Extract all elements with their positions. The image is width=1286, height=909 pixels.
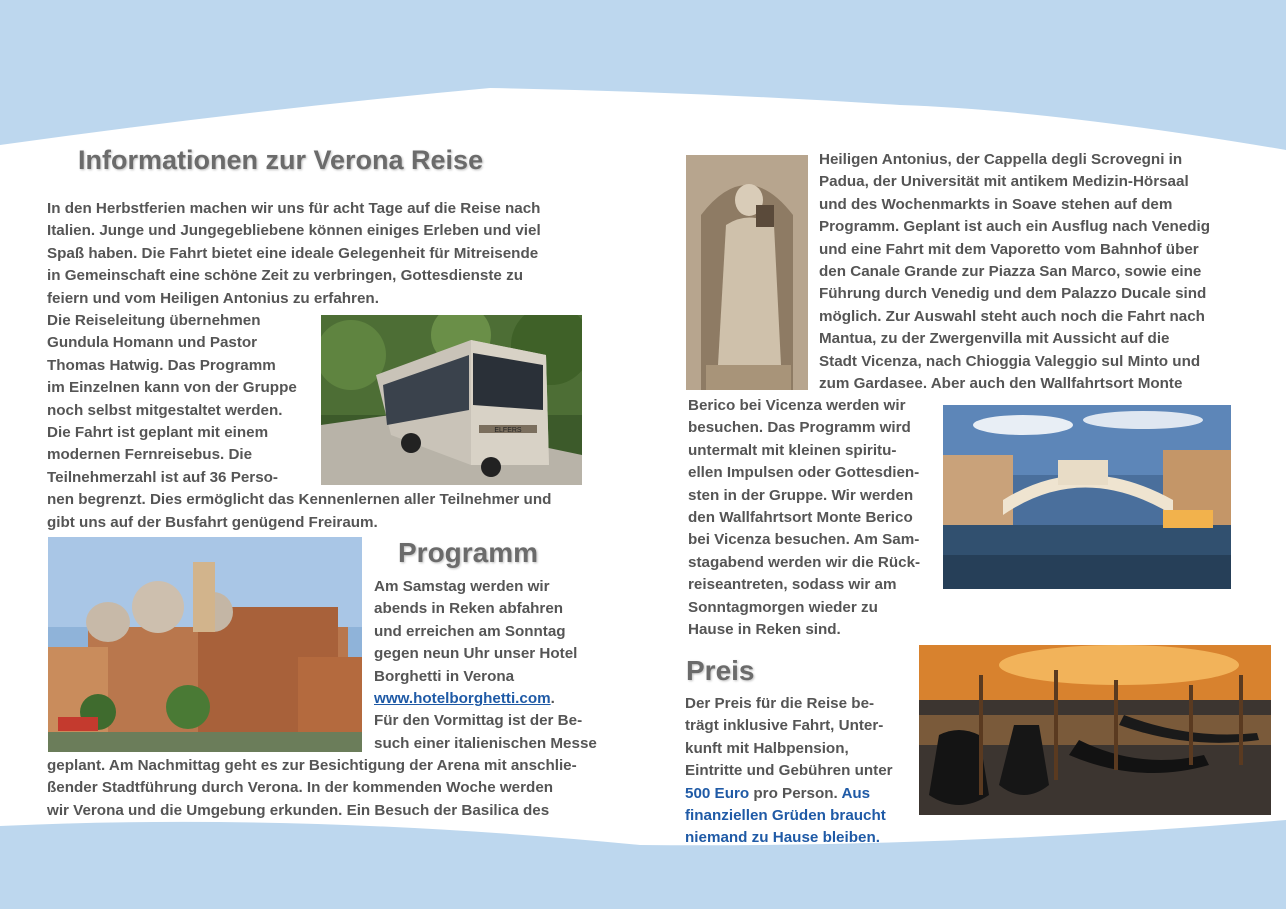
antonius-statue-photo (686, 155, 808, 390)
text-line: im Einzelnen kann von der Gruppe (47, 379, 297, 397)
text-line: ßender Stadtführung durch Verona. In der kommenden Woche werden (47, 779, 554, 797)
text-line: reiseantreten, sodass wir am (688, 576, 897, 594)
text-line: gibt uns auf der Busfahrt genügend Freiraum. (47, 513, 378, 531)
programm-heading: Programm (398, 537, 539, 568)
text-line: Die Reiseleitung übernehmen (47, 312, 261, 329)
text-line: Programm. Geplant ist auch ein Ausflug nach Venedig (819, 218, 1211, 236)
page-title: Informationen zur Verona Reise (78, 145, 484, 175)
price-line (685, 783, 893, 805)
text-line: bei Vicenza besuchen. Am Sam- (688, 531, 920, 549)
text-line: noch selbst mitgestaltet werden. (47, 401, 283, 419)
gondolas-photo (919, 645, 1271, 815)
text-line: stagabend werden wir die Rück- (688, 553, 921, 571)
text-line: möglich. Zur Auswahl steht auch noch die Fahrt nach (819, 307, 1205, 325)
text-line: zum Gardasee. Aber auch den Wallfahrtsort Monte (819, 375, 1183, 393)
text-line: Mantua, zu der Zwergenvilla mit Aussicht auf die (819, 330, 1170, 348)
text-line: den Wallfahrtsort Monte Berico (688, 509, 913, 527)
text-line: Der Preis für die Reise be- (685, 695, 875, 712)
text-line: Hause in Reken sind. (688, 621, 841, 639)
text-line: geplant. Am Nachmittag geht es zur Besichtigung der Arena mit anschlie- (47, 757, 577, 774)
price-suffix: pro Person. (749, 784, 842, 802)
text-line: In den Herbstferien machen wir uns für acht Tage auf die Reise nach (47, 200, 541, 217)
price-amount: 500 Euro (685, 784, 750, 802)
text-line: Borghetti in Verona (374, 667, 515, 685)
intro-paragraph (47, 198, 541, 310)
text-line: besuchen. Das Programm wird (688, 419, 911, 437)
price-note: finanziellen Grüden braucht (685, 807, 886, 825)
right-top-paragraph (819, 149, 1210, 395)
text-line: und erreichen am Sonntag (374, 622, 566, 640)
text-line: ellen Impulsen oder Gottesdien- (688, 464, 920, 482)
programm-continued (47, 755, 577, 822)
basilica-photo (48, 537, 362, 752)
text-line: Für den Vormittag ist der Be- (374, 712, 583, 730)
text-line: Führung durch Venedig und dem Palazzo Ducale sind (819, 285, 1207, 303)
text-line: kunft mit Halbpension, (685, 739, 849, 757)
text-line: Heiligen Antonius, der Cappella degli Scrovegni in (819, 151, 1183, 168)
text-line: Teilnehmerzahl ist auf 36 Perso- (47, 468, 278, 486)
bus-photo (321, 315, 582, 485)
price-note: niemand zu Hause bleiben. (685, 829, 880, 847)
rialto-bridge-photo (943, 405, 1231, 589)
text-line: Am Samstag werden wir (374, 578, 550, 595)
text-line: und eine Fahrt mit dem Vaporetto vom Bahnhof über (819, 240, 1199, 258)
text-line: Stadt Vicenza, nach Chioggia Valeggio sul Minto und (819, 352, 1201, 370)
text-line: Padua, der Universität mit antikem Medizin-Hörsaal (819, 173, 1189, 191)
link-suffix: . (550, 690, 555, 708)
text-line: Italien. Junge und Jungegebliebene können einiges Erleben und viel (47, 222, 541, 240)
text-line: nen begrenzt. Dies ermöglicht das Kennenlernen aller Teilnehmer und (47, 491, 552, 509)
text-line: Sonntagmorgen wieder zu (688, 598, 878, 616)
preis-paragraph (685, 693, 893, 850)
text-line: Berico bei Vicenza werden wir (688, 397, 906, 414)
text-line: sten in der Gruppe. Wir werden (688, 486, 914, 504)
text-line: und des Wochenmarkts in Soave stehen auf dem (819, 195, 1173, 213)
bus-plate-text: ELFERS (494, 427, 522, 434)
preis-heading: Preis (686, 655, 755, 686)
text-line: Gundula Homann und Pastor (47, 334, 258, 352)
text-line: untermalt mit kleinen spiritu- (688, 441, 897, 459)
text-line: den Canale Grande zur Piazza San Marco, sowie eine (819, 263, 1202, 281)
right-mid-paragraph (688, 395, 920, 641)
text-line: feiern und vom Heiligen Antonius zu erfahren. (47, 289, 379, 307)
text-line: Spaß haben. Die Fahrt bietet eine ideale Gelegenheit für Mitreisende (47, 244, 539, 262)
text-line: Die Fahrt ist geplant mit einem (47, 424, 269, 442)
text-line: gegen neun Uhr unser Hotel (374, 645, 578, 663)
hotel-link[interactable]: www.hotelborghetti.com (374, 690, 551, 708)
link-line (374, 688, 597, 710)
text-line: Thomas Hatwig. Das Programm (47, 356, 276, 374)
text-line: wir Verona und die Umgebung erkunden. Ein Besuch der Basilica des (47, 801, 550, 819)
price-note: Aus (841, 784, 871, 802)
text-line: trägt inklusive Fahrt, Unter- (685, 717, 884, 735)
programm-paragraph (374, 576, 597, 755)
text-line: such einer italienischen Messe (374, 734, 597, 752)
text-line: Eintritte und Gebühren unter (685, 762, 893, 780)
text-line: in Gemeinschaft eine schöne Zeit zu verbringen, Gottesdienste zu (47, 267, 523, 285)
text-line: modernen Fernreisebus. Die (47, 446, 253, 464)
text-line: abends in Reken abfahren (374, 600, 564, 618)
